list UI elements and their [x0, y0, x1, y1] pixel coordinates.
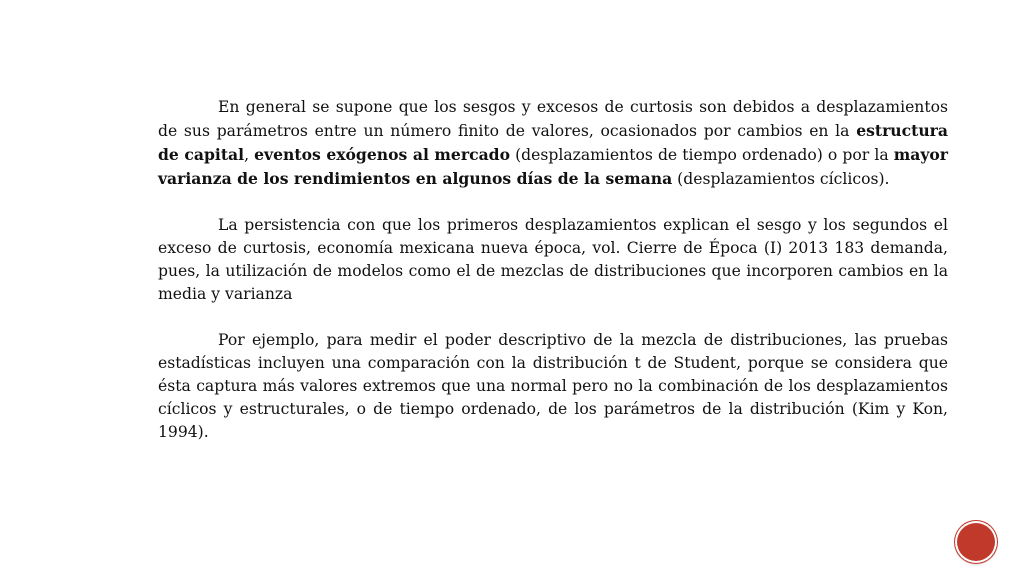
- bold-term-estructura-de-capital: estructura de capital: [158, 121, 948, 164]
- bold-term-eventos-exogenos: eventos exógenos al mercado: [254, 145, 510, 164]
- paragraph-3: [158, 329, 948, 444]
- bold-term-mayor-varianza: mayor varianza de los rendimientos en algunos días de la semana: [158, 145, 948, 188]
- paragraph-3-part-1: Por ejemplo, para medir el poder descriptivo de la mezcla de distribuciones, las pruebas estadísticas incluyen una comparación con la distribución t de Student, porque se considera que ésta captura más valores extremos que una normal pero no la combinación de los desplazamientos cíclicos y estructurales, o de tiempo ordenado, de los parámetros de la distribución (Kim y Kon, 1994).: [158, 331, 948, 441]
- page-number-badge: [957, 523, 995, 561]
- paragraph-1-part-3: ,: [244, 146, 255, 164]
- paragraph-1-part-1: En general se supone que los sesgos y excesos de curtosis son debidos a desplazamientos de sus parámetros entre un número finito de valores, ocasionados por cambios en la: [158, 98, 948, 140]
- paragraph-2: [158, 214, 948, 306]
- text-body: [158, 96, 948, 444]
- paragraph-2-part-1: La persistencia con que los primeros desplazamientos explican el sesgo y los segundos el exceso de curtosis, economía mexicana nueva época, vol. Cierre de Época (I) 2013 183 demanda, pues, la utilización de modelos como el de mezclas de distribuciones que incorporen cambios en la media y varianza: [158, 216, 948, 303]
- paragraph-1-part-5: (desplazamientos de tiempo ordenado) o por la: [509, 146, 894, 164]
- paragraph-1: [158, 96, 948, 191]
- paragraph-1-part-7: (desplazamientos cíclicos).: [672, 170, 890, 188]
